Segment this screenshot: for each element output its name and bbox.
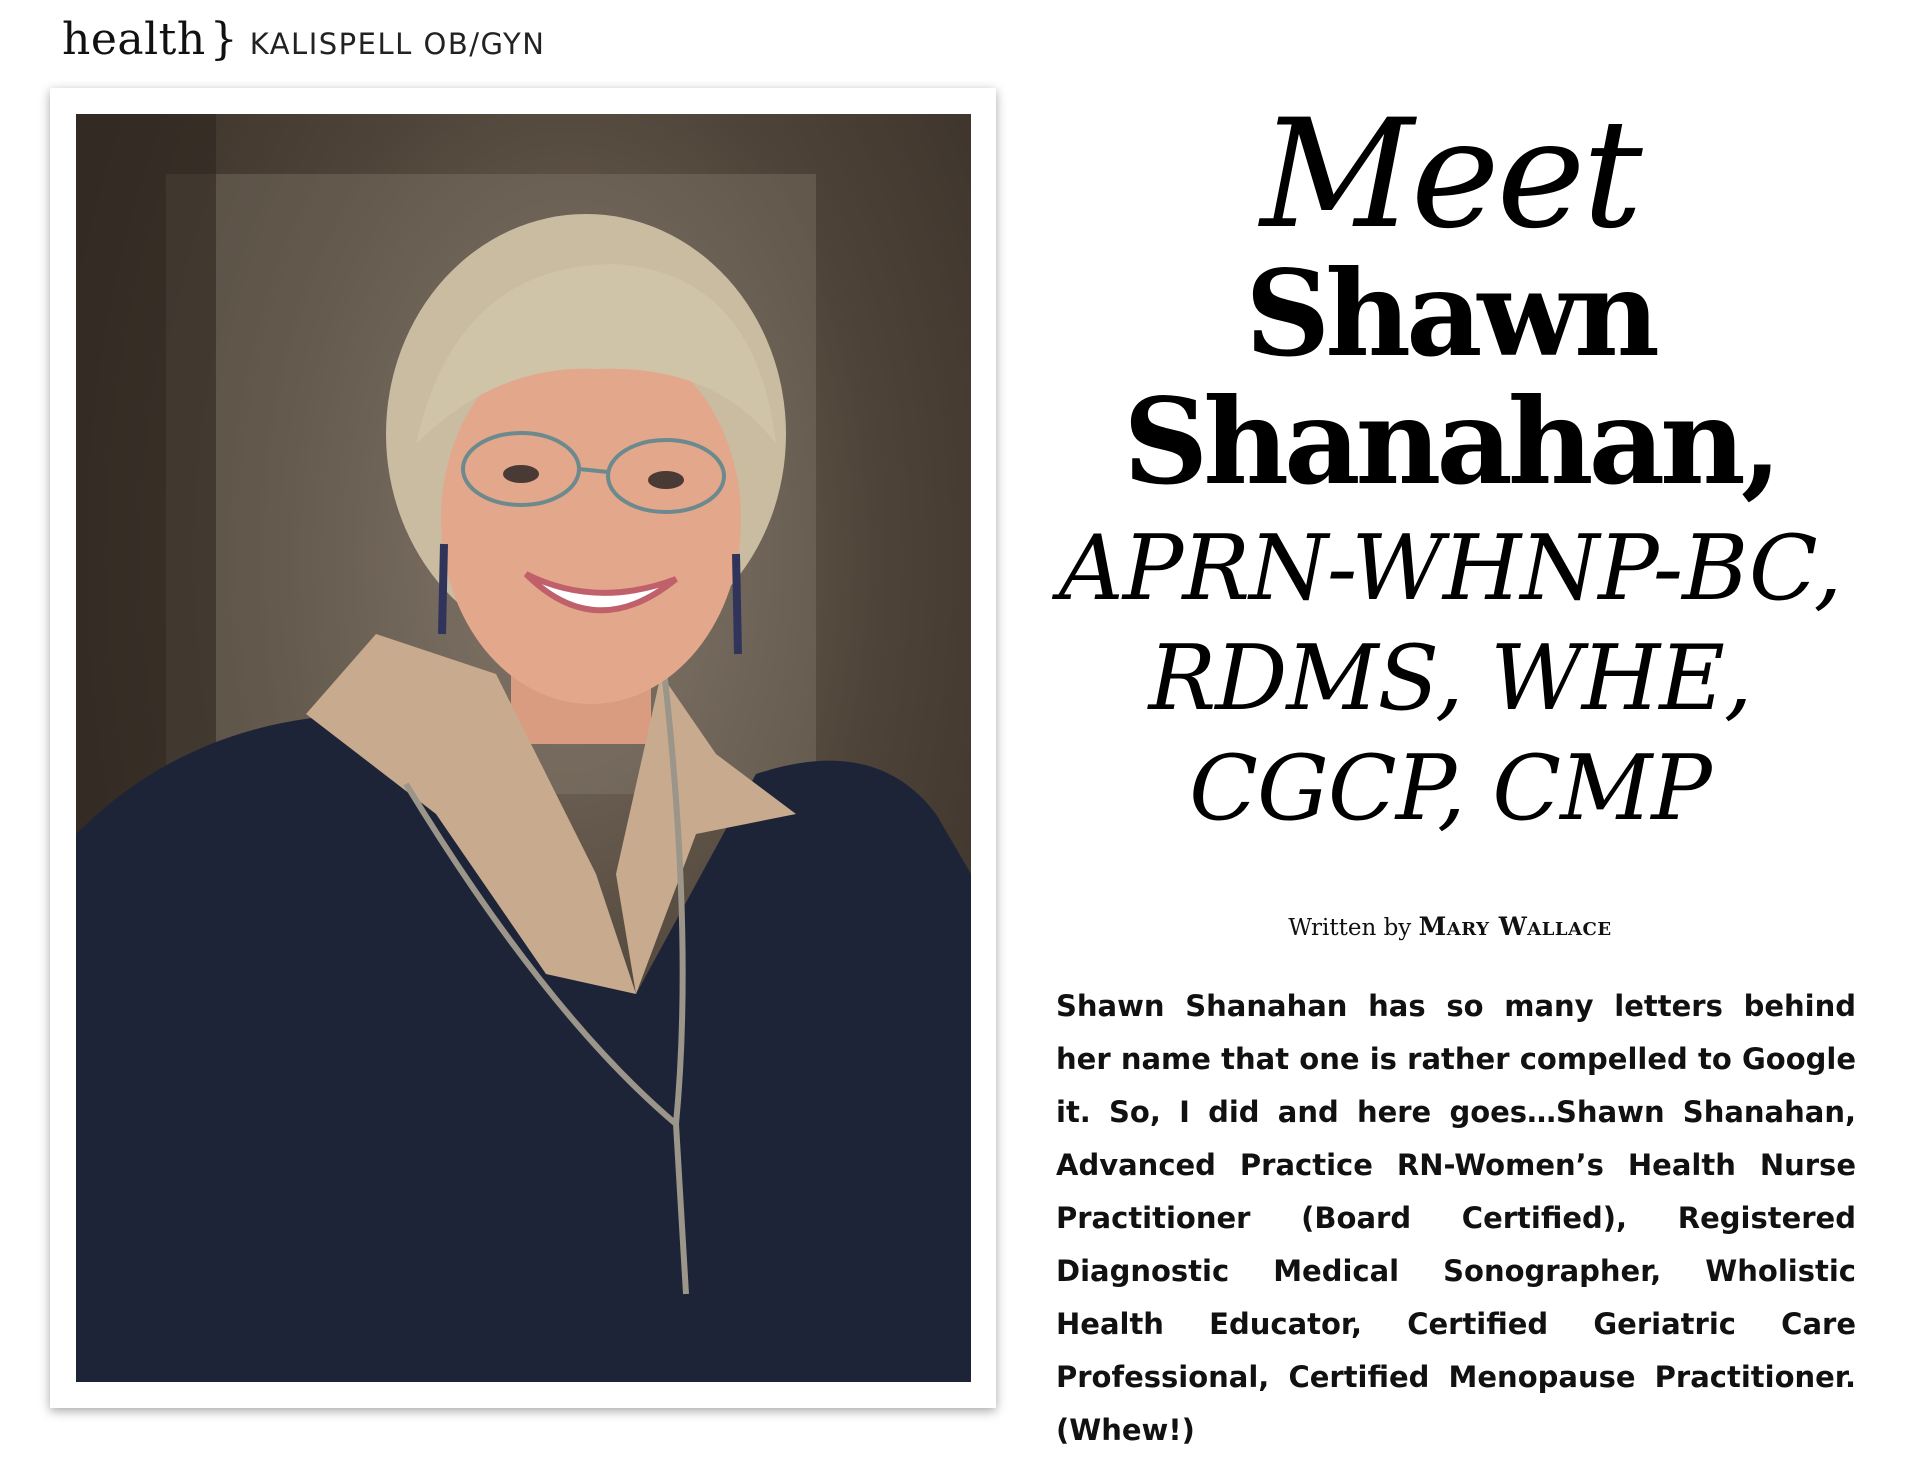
earring-right [736, 554, 738, 654]
headline-credentials [1000, 514, 1900, 844]
portrait-illustration [76, 114, 971, 1382]
byline-author: Mary Wallace [1418, 912, 1612, 941]
section-name: health [62, 14, 206, 65]
article-headline [1000, 88, 1900, 844]
section-brace: } [209, 14, 238, 65]
portrait-photo [76, 114, 971, 1382]
byline [1000, 912, 1900, 941]
headline-last-name: Shanahan, [1123, 372, 1777, 511]
article-body: Shawn Shanahan has so many letters behind her name that one is rather compelled to Google it. So, I did and here goes…Shawn Shanahan, Advanced Practice RN-Women’s Health Nurse Practitioner (Board Certified), Registered Diagnostic Medical Sonographer, Wholistic Health Educator, Certified Geriatric Care Professional, Certified Menopause Practitioner. (Whew!) [1056, 989, 1856, 1447]
byline-prefix: Written by [1288, 915, 1412, 941]
earring-left [442, 544, 444, 634]
right-eye [648, 471, 684, 489]
credential-line: CGCP, CMP [1189, 736, 1711, 841]
section-header [62, 14, 545, 65]
headline-first-name: Shawn [1245, 244, 1655, 383]
headline-meet: Meet [1260, 88, 1640, 262]
left-eye [503, 465, 539, 483]
photo-frame [50, 88, 996, 1408]
credential-line: RDMS, WHE, [1148, 626, 1752, 731]
section-subtitle: KALISPELL OB/GYN [249, 27, 546, 61]
credential-line: APRN-WHNP-BC, [1058, 516, 1842, 621]
